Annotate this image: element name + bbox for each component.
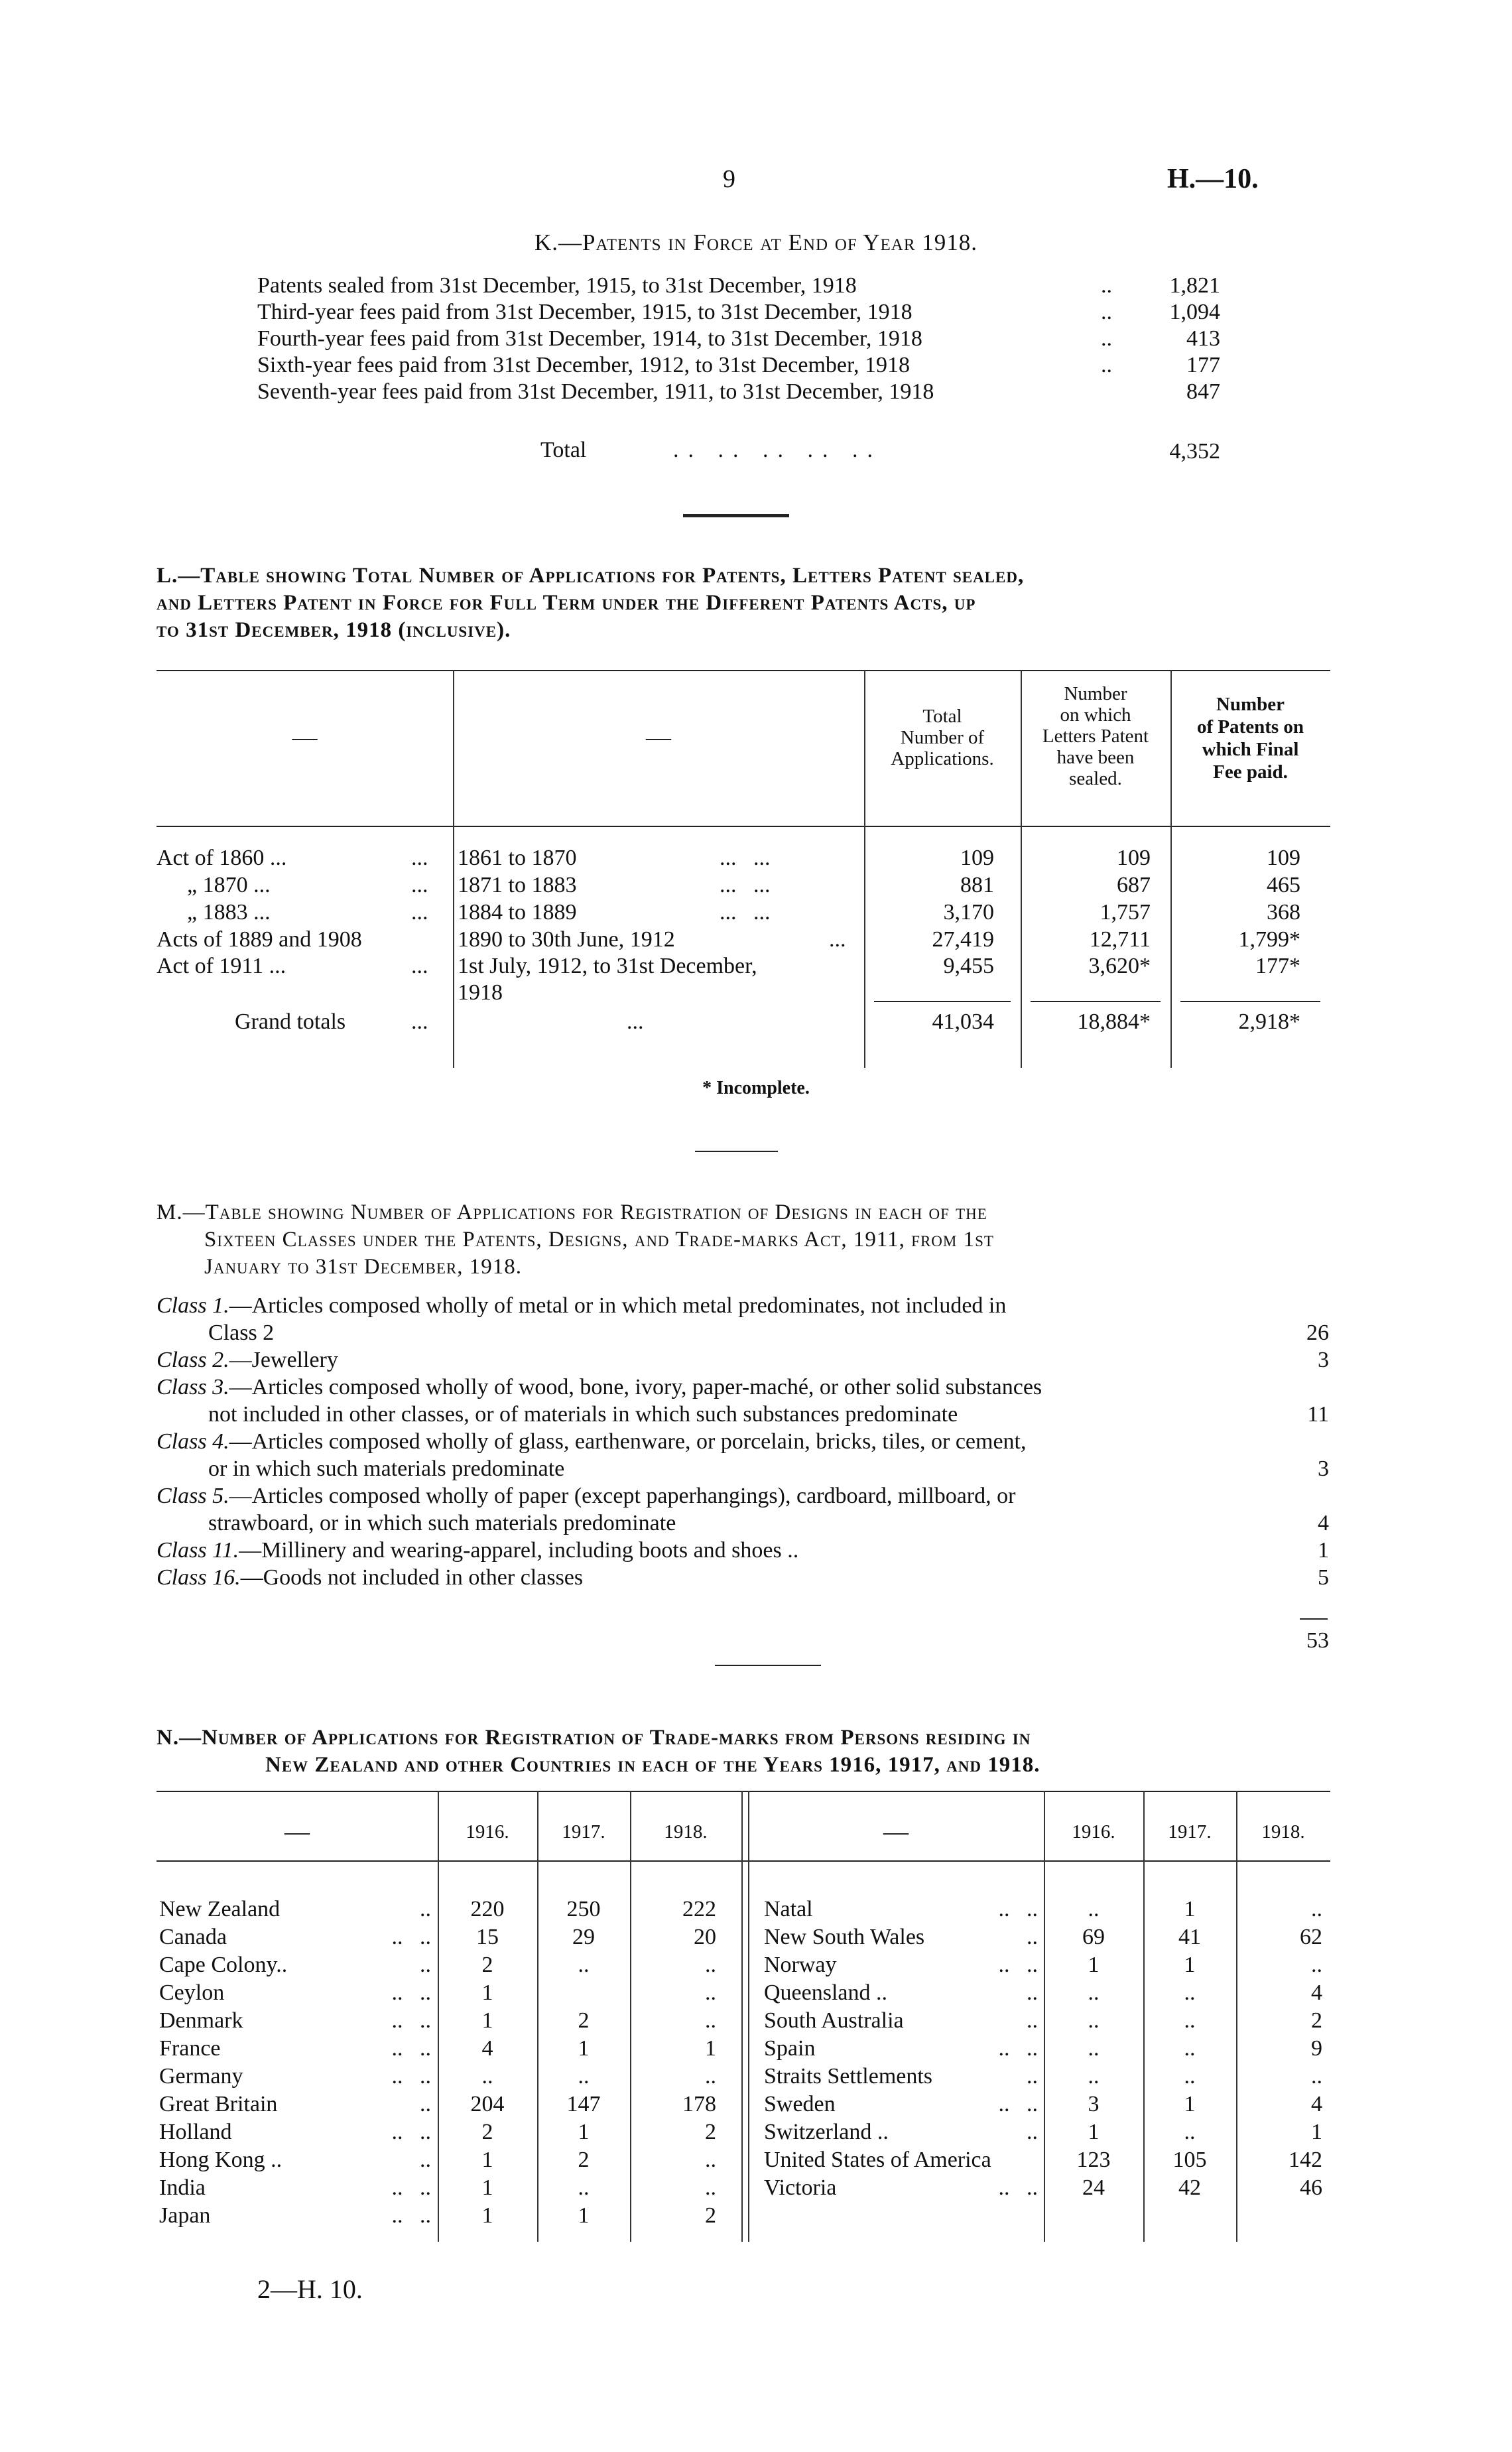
table-n-value-1916: 2: [481, 2120, 493, 2144]
table-n-country: Natal: [764, 1897, 813, 1921]
table-n-value-1916: 1: [481, 2203, 493, 2228]
table-n-value-1918: ..: [705, 2008, 716, 2033]
table-l-header-line: Number: [1216, 694, 1285, 715]
design-class-description: —Articles composed wholly of wood, bone, ivory, paper-maché, or other solid substances: [229, 1375, 1042, 1399]
table-n-value-1916: 1: [1088, 2120, 1100, 2144]
design-class-label: Class 3.: [157, 1375, 229, 1399]
table-l-period: 1st July, 1912, to 31st December,: [458, 954, 757, 978]
table-n-value-1917: 105: [1172, 2148, 1207, 2172]
table-n-dots: .. ..: [391, 2036, 431, 2061]
table-n-country: Ceylon: [159, 1980, 225, 2005]
design-class-description: —Articles composed wholly of paper (except paperhangings), cardboard, millboard, or: [229, 1484, 1016, 1508]
table-n-header-rule: [157, 1860, 1330, 1862]
table-n-dots: ..: [1027, 1980, 1038, 2005]
table-l-act-dots: ...: [411, 873, 428, 897]
section-k-total-leader: .. .. .. .. ..: [673, 438, 882, 462]
design-class-label: Class 16.: [157, 1565, 241, 1590]
table-n-value-1917: 250: [566, 1897, 601, 1921]
table-n-value-1916: ..: [1088, 2008, 1100, 2033]
design-class-label: Class 11.: [157, 1538, 239, 1563]
table-l-period-dots: ... ...: [720, 873, 771, 897]
table-n-country: United States of America: [764, 2148, 991, 2172]
design-class-count: 5: [1318, 1565, 1329, 1590]
section-l-title: L.—Table showing Total Number of Applications for Patents, Letters Patent sealed, and Letters Patent in Force for Full Term under the Different Patents Acts, up to 31st December, 1918 (inclusive).: [157, 564, 1025, 642]
section-m-sum-rule: [1300, 1618, 1328, 1620]
table-n-value-1917: ..: [578, 1953, 590, 1977]
table-n-value-1918: 2: [1311, 2008, 1322, 2033]
table-n-value-1916: 1: [1088, 1953, 1100, 1977]
table-n-value-1917: ..: [1184, 2036, 1196, 2061]
section-k-row-leader: ..: [1101, 353, 1112, 377]
table-n-value-1916: ..: [1088, 2064, 1100, 2089]
grand-totals-period: ...: [627, 1009, 644, 1034]
table-n-country: South Australia: [764, 2008, 904, 2033]
table-n-dots: .. ..: [998, 1953, 1038, 1977]
table-n-dots: .. ..: [391, 1925, 431, 1949]
table-n-value-1916: 1: [481, 2148, 493, 2172]
table-n-value-1917: 2: [578, 2148, 590, 2172]
table-n-value-1918: 2: [705, 2120, 716, 2144]
table-n-country: Germany: [159, 2064, 243, 2089]
table-l-final-fee: 1,799*: [1238, 927, 1300, 952]
section-k-row-value: 1,094: [1169, 300, 1220, 324]
table-n-value-1918: 2: [705, 2203, 716, 2228]
table-l-header-period: —: [646, 724, 671, 751]
page-number: 9: [723, 165, 735, 193]
grand-total-applications: 41,034: [932, 1009, 994, 1034]
section-k-row-value: 413: [1186, 326, 1220, 351]
table-n-header-1917: 1917.: [1168, 1821, 1212, 1842]
table-l-header-act: —: [292, 724, 318, 751]
table-n-value-1916: ..: [481, 2064, 493, 2089]
table-n-dots: .. ..: [998, 2092, 1038, 2116]
table-n-value-1917: ..: [1184, 2008, 1196, 2033]
table-l-applications: 881: [960, 873, 994, 897]
design-class-row: [157, 1538, 798, 1563]
table-n-value-1916: 15: [476, 1925, 499, 1949]
table-n-country: Canada: [159, 1925, 227, 1949]
table-n-dots: .. ..: [391, 1980, 431, 2005]
table-n-col-divider: [748, 1791, 749, 2242]
table-l-header-final-fee: [1170, 693, 1330, 783]
table-l-act-dots: ...: [411, 846, 428, 870]
table-n-value-1916: 3: [1088, 2092, 1100, 2116]
table-n-value-1917: 1: [578, 2036, 590, 2061]
table-n-country: Denmark: [159, 2008, 243, 2033]
table-n-dots: ..: [1027, 2064, 1038, 2089]
table-l-sealed: 3,620*: [1088, 954, 1151, 978]
table-l-header-line: Letters Patent: [1042, 726, 1149, 747]
table-n-value-1918: ..: [705, 1980, 716, 2005]
section-divider: [683, 514, 789, 517]
table-n-value-1917: ..: [578, 2064, 590, 2089]
table-l-act: Acts of 1889 and 1908: [157, 927, 362, 952]
table-l-period-dots: ...: [829, 927, 846, 952]
table-n-country: Spain: [764, 2036, 816, 2061]
table-l-sealed: 109: [1117, 846, 1151, 870]
table-l-sum-rule: [1031, 1001, 1161, 1002]
table-n-col-divider: [741, 1791, 743, 2242]
table-n-dots: .. ..: [391, 2120, 431, 2144]
table-n-value-1916: 69: [1082, 1925, 1105, 1949]
table-l-footnote: * Incomplete.: [702, 1078, 810, 1098]
section-k-row-value: 1,821: [1169, 273, 1220, 298]
table-n-value-1916: 123: [1076, 2148, 1111, 2172]
table-n-dots: ..: [420, 2148, 431, 2172]
table-n-value-1916: 2: [481, 1953, 493, 1977]
table-n-value-1918: ..: [1311, 1953, 1322, 1977]
table-n-header-1917: 1917.: [562, 1821, 605, 1842]
table-l-period-dots: ... ...: [720, 846, 771, 870]
section-k-row-label: Patents sealed from 31st December, 1915, to 31st December, 1918: [257, 273, 857, 298]
table-l-period-dots: ... ...: [720, 900, 771, 925]
table-n-value-1916: 1: [481, 2175, 493, 2200]
table-l-header-line: have been: [1056, 747, 1135, 768]
design-class-count: 3: [1318, 1456, 1329, 1481]
section-k-row-leader: ..: [1101, 300, 1112, 324]
table-n-value-1918: 9: [1311, 2036, 1322, 2061]
table-n-dots: .. ..: [998, 2036, 1038, 2061]
section-k-total-label: Total: [540, 438, 587, 462]
table-n-header-1918: 1918.: [1261, 1821, 1305, 1842]
table-n-value-1916: 1: [481, 2008, 493, 2033]
table-l-header-line: sealed.: [1069, 768, 1122, 789]
document-reference: H.—10.: [1167, 164, 1259, 194]
section-divider: [715, 1665, 821, 1666]
section-k-row-label: Fourth-year fees paid from 31st December, 1914, to 31st December, 1918: [257, 326, 922, 351]
table-n-value-1918: ..: [705, 2064, 716, 2089]
table-l-sum-rule: [1180, 1001, 1320, 1002]
table-l-header-applications: [864, 706, 1021, 769]
table-n-value-1918: ..: [705, 1953, 716, 1977]
section-m-title: M.—Table showing Number of Applications for Registration of Designs in each of the Sixteen Classes under the Patents, Designs, and Trade-marks Act, 1911, from 1st January to 31st December, 1918.: [157, 1200, 994, 1279]
table-n-value-1918: 142: [1289, 2148, 1322, 2172]
table-n-value-1917: 41: [1178, 1925, 1201, 1949]
design-class-count: 4: [1318, 1511, 1329, 1535]
table-n-value-1917: 147: [566, 2092, 601, 2116]
table-n-header-1918: 1918.: [664, 1821, 708, 1842]
table-l-header-sealed: [1021, 683, 1170, 789]
table-n-value-1916: 4: [481, 2036, 493, 2061]
table-l-period: 1884 to 1889: [458, 900, 577, 925]
table-n-dots: .. ..: [998, 2175, 1038, 2200]
table-n-country: India: [159, 2175, 206, 2200]
section-k-row-leader: ..: [1101, 326, 1112, 351]
section-k-row-label: Sixth-year fees paid from 31st December, 1912, to 31st December, 1918: [257, 353, 910, 377]
design-class-row: [157, 1375, 1042, 1400]
table-l-final-fee: 177*: [1255, 954, 1300, 978]
table-n-country: France: [159, 2036, 221, 2061]
table-l-period: 1890 to 30th June, 1912: [458, 927, 675, 952]
table-l-final-fee: 465: [1267, 873, 1300, 897]
table-l-header-line: Total: [922, 706, 962, 727]
table-n-dots: .. ..: [391, 2175, 431, 2200]
table-n-country: Sweden: [764, 2092, 836, 2116]
table-n-dots: ..: [420, 1953, 431, 1977]
design-class-row: [157, 1429, 1027, 1454]
table-n-dots: .. ..: [391, 2203, 431, 2228]
section-n-title: N.—Number of Applications for Registration of Trade-marks from Persons residing in New Zealand and other Countries in each of the Years 1916, 1917, and 1918.: [157, 1726, 1040, 1777]
table-n-country: Cape Colony..: [159, 1953, 288, 1977]
table-n-country: Great Britain: [159, 2092, 278, 2116]
table-n-value-1916: 1: [481, 1980, 493, 2005]
table-l-applications: 3,170: [943, 900, 994, 925]
design-class-description: —Millinery and wearing-apparel, including boots and shoes ..: [239, 1538, 799, 1563]
table-n-value-1917: 42: [1178, 2175, 1201, 2200]
table-n-header-country: —: [883, 1818, 909, 1846]
table-n-value-1916: 204: [470, 2092, 505, 2116]
table-l-header-line: Fee paid.: [1213, 761, 1288, 783]
table-l-act: Act of 1860 ...: [157, 846, 287, 870]
table-n-header-1916: 1916.: [466, 1821, 509, 1842]
table-n-header-country: —: [284, 1818, 310, 1846]
table-n-country: Japan: [159, 2203, 211, 2228]
table-n-dots: ..: [420, 1897, 431, 1921]
table-n-country: Hong Kong ..: [159, 2148, 283, 2172]
table-l-header-line: on which: [1060, 704, 1131, 726]
table-n-country: Victoria: [764, 2175, 837, 2200]
table-n-value-1918: 4: [1311, 1980, 1322, 2005]
table-l-top-rule: [157, 670, 1330, 671]
design-class-description-cont: not included in other classes, or of materials in which such substances predominate: [208, 1402, 958, 1427]
section-k-row-value: 847: [1186, 379, 1220, 404]
table-n-value-1918: 20: [694, 1925, 716, 1949]
table-n-value-1916: ..: [1088, 1897, 1100, 1921]
table-n-value-1918: 62: [1300, 1925, 1322, 1949]
table-l-applications: 27,419: [932, 927, 994, 952]
section-divider: [695, 1151, 778, 1152]
table-l-period: 1871 to 1883: [458, 873, 577, 897]
section-k-row-label: Seventh-year fees paid from 31st December, 1911, to 31st December, 1918: [257, 379, 934, 404]
table-l-period: 1861 to 1870: [458, 846, 577, 870]
table-n-value-1918: 46: [1300, 2175, 1322, 2200]
table-n-value-1917: ..: [1184, 2120, 1196, 2144]
table-n-country: Queensland ..: [764, 1980, 888, 2005]
grand-total-final-fee: 2,918*: [1238, 1009, 1300, 1034]
table-n-dots: ..: [1027, 1925, 1038, 1949]
design-class-count: 1: [1318, 1538, 1329, 1563]
table-n-value-1918: ..: [705, 2175, 716, 2200]
table-n-value-1916: 24: [1082, 2175, 1105, 2200]
table-n-dots: ..: [1027, 2120, 1038, 2144]
table-n-dots: .. ..: [391, 2064, 431, 2089]
design-class-description-cont: strawboard, or in which such materials predominate: [208, 1511, 676, 1535]
table-l-header-line: which Final: [1202, 739, 1299, 760]
table-n-value-1917: 1: [1184, 1953, 1196, 1977]
design-class-description: —Articles composed wholly of metal or in which metal predominates, not included in: [229, 1293, 1007, 1318]
table-l-act: „ 1870 ...: [187, 873, 271, 897]
design-class-count: 3: [1318, 1348, 1329, 1372]
section-k-row-label: Third-year fees paid from 31st December, 1915, to 31st December, 1918: [257, 300, 913, 324]
design-class-row: [157, 1293, 1006, 1319]
grand-total-sealed: 18,884*: [1077, 1009, 1151, 1034]
table-n-dots: .. ..: [391, 2008, 431, 2033]
table-l-act: „ 1883 ...: [187, 900, 271, 925]
table-n-country: Straits Settlements: [764, 2064, 933, 2089]
grand-totals-dots: ...: [411, 1009, 428, 1034]
section-k-total-value: 4,352: [1169, 439, 1220, 464]
table-l-applications: 109: [960, 846, 994, 870]
table-l-final-fee: 109: [1267, 846, 1300, 870]
table-l-sum-rule: [874, 1001, 1011, 1002]
design-class-label: Class 1.: [157, 1293, 229, 1318]
table-l-sealed: 1,757: [1100, 900, 1151, 925]
table-n-value-1917: 1: [578, 2120, 590, 2144]
design-class-count: 11: [1307, 1402, 1329, 1427]
table-l-header-line: Number of: [900, 727, 985, 748]
design-class-label: Class 5.: [157, 1484, 229, 1508]
table-l-period-continuation: 1918: [458, 980, 503, 1005]
table-l-header-line: of Patents on: [1196, 716, 1304, 738]
table-n-dots: .. ..: [998, 1897, 1038, 1921]
footer-signature: 2—H. 10.: [257, 2274, 363, 2304]
table-n-value-1917: ..: [1184, 1980, 1196, 2005]
table-l-sealed: 12,711: [1089, 927, 1151, 952]
table-n-value-1918: ..: [705, 2148, 716, 2172]
table-n-dots: ..: [420, 2092, 431, 2116]
table-l-header-rule: [157, 826, 1330, 827]
table-n-dots: ..: [1027, 2008, 1038, 2033]
table-n-value-1917: 1: [578, 2203, 590, 2228]
design-class-description-cont: Class 2: [208, 1321, 275, 1345]
table-l-header-line: Applications.: [891, 748, 994, 769]
table-n-value-1917: ..: [578, 2175, 590, 2200]
table-n-top-rule: [157, 1791, 1330, 1792]
table-n-value-1917: 2: [578, 2008, 590, 2033]
table-n-value-1916: ..: [1088, 1980, 1100, 2005]
table-n-value-1917: 29: [572, 1925, 595, 1949]
design-class-count: 26: [1306, 1321, 1329, 1345]
design-class-description: —Goods not included in other classes: [240, 1565, 584, 1590]
table-n-value-1918: ..: [1311, 2064, 1322, 2089]
design-class-label: Class 4.: [157, 1429, 229, 1454]
table-l-act-dots: ...: [411, 900, 428, 925]
design-class-description: —Articles composed wholly of glass, earthenware, or porcelain, bricks, tiles, or cement,: [229, 1429, 1027, 1454]
table-n-country: Switzerland ..: [764, 2120, 889, 2144]
table-n-country: Holland: [159, 2120, 232, 2144]
table-n-country: New Zealand: [159, 1897, 281, 1921]
design-class-label: Class 2.: [157, 1348, 229, 1372]
section-m-total: 53: [1306, 1628, 1329, 1653]
table-l-act-dots: ...: [411, 954, 428, 978]
table-n-value-1916: ..: [1088, 2036, 1100, 2061]
design-class-row: [157, 1348, 338, 1373]
table-l-final-fee: 368: [1267, 900, 1300, 925]
table-n-country: New South Wales: [764, 1925, 925, 1949]
grand-totals-label: Grand totals: [235, 1009, 346, 1034]
section-k-row-leader: ..: [1101, 273, 1112, 298]
table-n-header-1916: 1916.: [1072, 1821, 1115, 1842]
table-l-header-line: Number: [1064, 683, 1127, 704]
table-l-act: Act of 1911 ...: [157, 954, 286, 978]
design-class-row: [157, 1565, 583, 1590]
section-k-row-value: 177: [1186, 353, 1220, 377]
table-n-value-1917: 1: [1184, 2092, 1196, 2116]
section-k-title: K.—Patents in Force at End of Year 1918.: [534, 229, 978, 255]
table-n-value-1917: 1: [1184, 1897, 1196, 1921]
design-class-description-cont: or in which such materials predominate: [208, 1456, 565, 1481]
table-n-value-1918: 4: [1311, 2092, 1322, 2116]
table-n-value-1918: 222: [682, 1897, 716, 1921]
table-n-value-1918: ..: [1311, 1897, 1322, 1921]
table-n-country: Norway: [764, 1953, 837, 1977]
table-n-value-1918: 1: [1311, 2120, 1322, 2144]
table-n-value-1917: ..: [1184, 2064, 1196, 2089]
table-n-value-1918: 1: [705, 2036, 716, 2061]
table-l-sealed: 687: [1117, 873, 1151, 897]
table-n-value-1916: 220: [470, 1897, 505, 1921]
design-class-description: —Jewellery: [229, 1348, 338, 1372]
design-class-row: [157, 1484, 1015, 1509]
table-n-value-1918: 178: [682, 2092, 716, 2116]
table-l-applications: 9,455: [943, 954, 994, 978]
